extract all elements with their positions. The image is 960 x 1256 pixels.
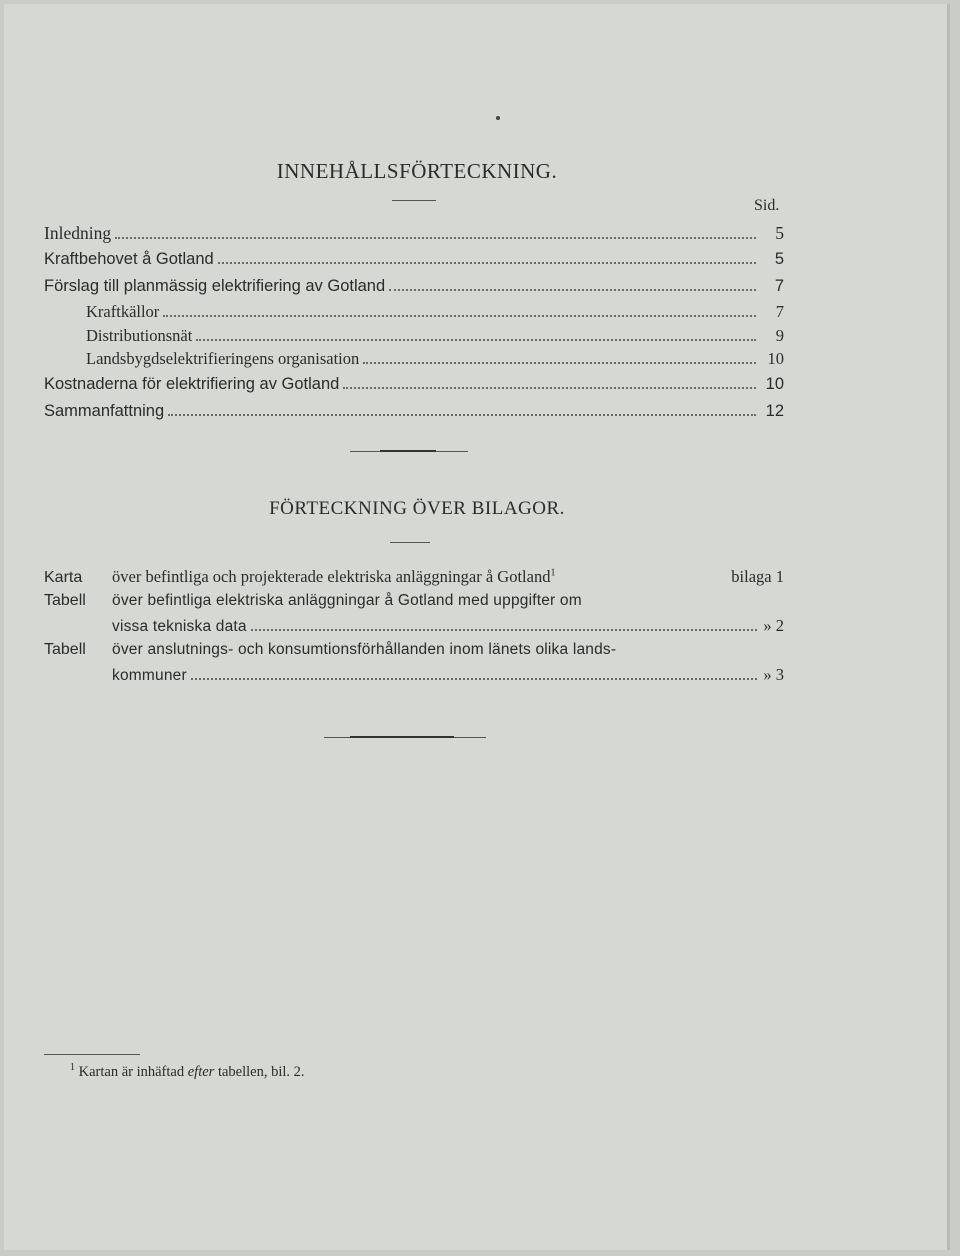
dot-leader xyxy=(191,678,758,680)
appendix-ref: » 2 xyxy=(763,616,784,635)
toc-entry-page: 7 xyxy=(775,302,784,321)
dot-leader xyxy=(218,262,756,264)
toc-entry-distributionsnat xyxy=(86,326,784,350)
appendix-karta xyxy=(44,567,784,591)
footnote xyxy=(70,1062,305,1081)
toc-entry-sammanfattning xyxy=(44,402,784,426)
toc-entry-page: 10 xyxy=(765,375,784,393)
dot-leader xyxy=(115,237,756,239)
appendix-label: Tabell xyxy=(44,641,86,658)
toc-entry-kraftbehovet xyxy=(44,250,784,274)
appendix-description: över befintliga och projekterade elektriska anläggningar å Gotland xyxy=(112,567,551,586)
toc-entry-label: Kostnaderna för elektrifiering av Gotland xyxy=(44,375,340,393)
appendix-label: Karta xyxy=(44,569,83,586)
appendix-label: Tabell xyxy=(44,592,86,609)
toc-entry-page: 9 xyxy=(775,326,784,345)
appendix-description-cont: vissa tekniska data xyxy=(112,618,247,635)
footnote-rule xyxy=(44,1054,140,1055)
toc-entry-page: 10 xyxy=(767,349,784,368)
print-speck xyxy=(496,116,500,120)
toc-entry-label: Kraftkällor xyxy=(86,302,160,321)
dot-leader xyxy=(163,315,756,317)
page-column-label: Sid. xyxy=(754,197,780,214)
footnote-ref: 1 xyxy=(550,567,556,579)
toc-title: INNEHÅLLSFÖRTECKNING. xyxy=(276,159,558,183)
appendix-description: över anslutnings- och konsumtionsförhållanden inom länets olika lands- xyxy=(112,641,617,658)
appendices-title-rule xyxy=(390,542,430,543)
appendix-tabell-2-line-1 xyxy=(44,641,784,665)
appendix-ref: » 3 xyxy=(763,665,784,684)
toc-entry-label: Förslag till planmässig elektrifiering av Gotland xyxy=(44,277,386,295)
appendix-tabell-2-line-2 xyxy=(44,665,784,689)
dot-leader xyxy=(251,629,758,631)
toc-entry-page: 7 xyxy=(774,277,784,295)
footnote-text: Kartan är inhäftad xyxy=(78,1063,185,1080)
toc-entry-page: 12 xyxy=(765,402,784,420)
footnote-text-end: tabellen, bil. 2. xyxy=(217,1063,305,1080)
toc-entry-label: Distributionsnät xyxy=(86,326,193,345)
appendix-tabell-1-line-2 xyxy=(44,616,784,640)
toc-entry-label: Sammanfattning xyxy=(44,402,165,420)
footnote-emphasis: efter xyxy=(187,1063,215,1080)
appendix-tabell-1-line-1 xyxy=(44,592,784,616)
toc-entry-kostnaderna xyxy=(44,375,784,399)
appendix-text xyxy=(112,567,555,587)
toc-entry-forslag xyxy=(44,277,784,301)
footnote-marker: 1 xyxy=(70,1062,75,1073)
toc-entry-organisation xyxy=(86,349,784,373)
section-divider-center xyxy=(380,450,436,452)
dot-leader xyxy=(389,289,756,291)
toc-entry-page: 5 xyxy=(774,250,784,268)
dot-leader xyxy=(343,387,756,389)
toc-entry-kraftkallor xyxy=(86,302,784,326)
dot-leader xyxy=(196,339,756,341)
appendix-ref: bilaga 1 xyxy=(731,567,784,586)
appendices-title: FÖRTECKNING ÖVER BILAGOR. xyxy=(269,498,565,519)
toc-entry-label: Landsbygdselektrifieringens organisation xyxy=(86,349,360,368)
appendix-description: över befintliga elektriska anläggningar å Gotland med uppgifter om xyxy=(112,592,582,609)
document-page xyxy=(4,4,950,1250)
toc-entry-page: 5 xyxy=(775,223,784,243)
dot-leader xyxy=(168,414,756,416)
dot-leader xyxy=(363,362,756,364)
appendix-description-cont: kommuner xyxy=(112,667,187,684)
toc-entry-inledning xyxy=(44,223,784,247)
title-rule xyxy=(392,200,436,201)
toc-entry-label: Inledning xyxy=(44,223,112,243)
closing-divider-center xyxy=(350,736,454,738)
toc-entry-label: Kraftbehovet å Gotland xyxy=(44,250,214,268)
